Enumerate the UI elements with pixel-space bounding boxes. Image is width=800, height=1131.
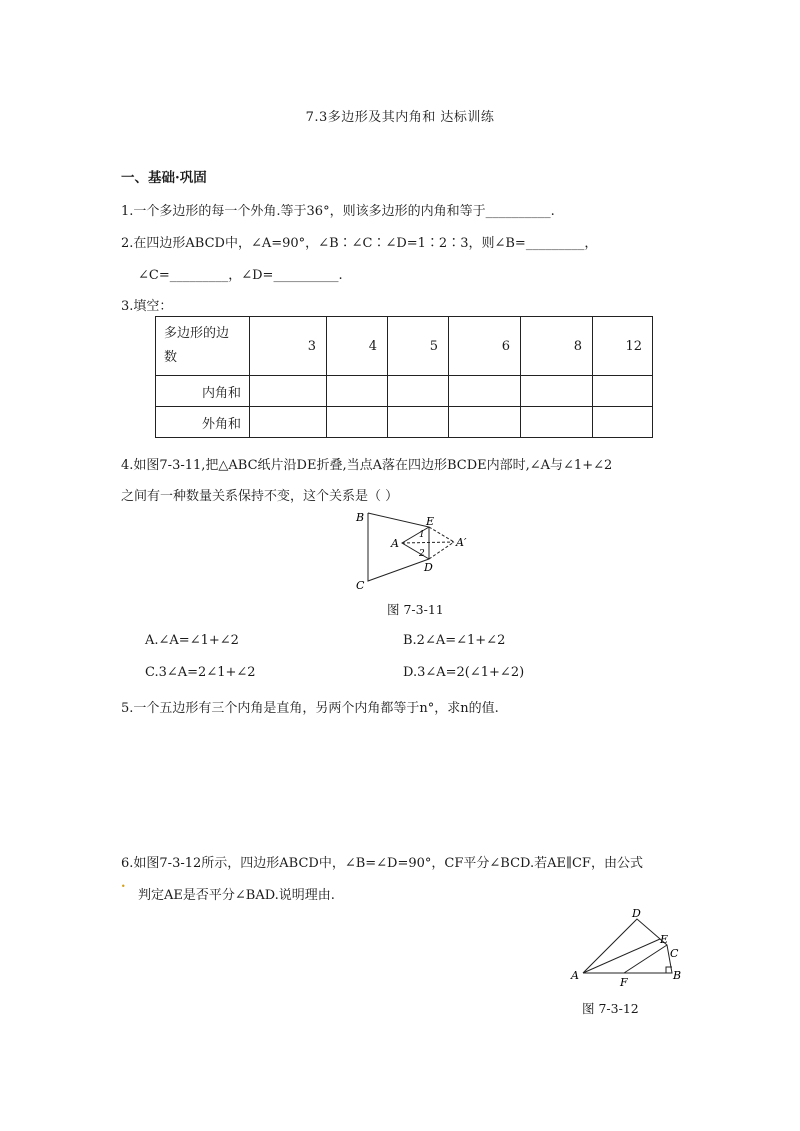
fig1-label-d: D [424, 561, 433, 574]
fig2-label-f: F [620, 976, 628, 989]
fig2-line-cf [624, 945, 667, 973]
table-cell-sides: 12 [593, 317, 653, 376]
table-cell-empty [521, 376, 593, 407]
fig1-label-b: B [356, 511, 365, 524]
section-heading: 一、基础·巩固 [121, 170, 207, 186]
table-cell-empty [388, 407, 449, 438]
header-label-line-1: 多边形的边 [164, 326, 230, 341]
fig1-label-a-prime: A′ [456, 536, 467, 549]
table-cell-sides: 6 [449, 317, 521, 376]
row-label-interior-sum: 内角和 [156, 376, 250, 407]
fig2-label-e: E [660, 933, 669, 946]
table-cell-empty [250, 376, 327, 407]
figure-7-3-12-caption: 图 7-3-12 [582, 1001, 639, 1016]
fig1-label-e: E [426, 515, 435, 528]
option-c: C.3∠A=2∠1+∠2 [145, 665, 256, 680]
fig2-line-ae [583, 939, 660, 973]
table-cell-empty [388, 376, 449, 407]
figure-7-3-11-caption: 图 7-3-11 [387, 602, 444, 617]
table-cell-empty [250, 407, 327, 438]
question-1: 1.一个多边形的每一个外角.等于36°，则该多边形的内角和等于__________. [121, 204, 555, 219]
table-row [156, 376, 653, 407]
page-title: 7.3多边形及其内角和 达标训练 [305, 110, 495, 125]
fig1-dashed-line-aa [402, 542, 454, 543]
fig1-label-angle-1: 1 [419, 530, 425, 540]
figure-7-3-12 [565, 905, 690, 990]
fig1-dashed-line-da [429, 542, 454, 559]
question-3: 3.填空： [121, 299, 173, 314]
row-label-exterior-sum: 外角和 [156, 407, 250, 438]
polygon-angle-table [155, 316, 653, 438]
fig2-quadrilateral-abcd [583, 919, 672, 973]
table-cell-empty [327, 376, 388, 407]
fig2-label-a: A [571, 969, 579, 982]
fig1-dashed-line-ea [429, 527, 454, 542]
question-4-line-2: 之间有一种数量关系保持不变，这个关系是（ ） [121, 489, 399, 504]
table-cell-empty [449, 407, 521, 438]
question-6-mark: . [121, 876, 126, 891]
fig1-label-c: C [356, 579, 365, 590]
fig1-label-angle-2: 2 [419, 549, 425, 559]
table-header-label [156, 317, 250, 376]
table-cell-sides: 4 [327, 317, 388, 376]
table-row [156, 317, 653, 376]
figure-7-3-11 [340, 505, 490, 590]
header-label-line-2: 数 [164, 350, 178, 365]
question-5: 5.一个五边形有三个内角是直角，另两个内角都等于n°，求n的值. [121, 701, 499, 716]
fig2-label-b: B [673, 969, 682, 982]
option-a: A.∠A=∠1+∠2 [145, 633, 239, 648]
table-cell-empty [327, 407, 388, 438]
table-row [156, 407, 653, 438]
question-4-line-1: 4.如图7-3-11,把△ABC纸片沿DE折叠,当点A落在四边形BCDE内部时,∠A与∠1+∠2 [121, 458, 613, 473]
table-cell-empty [593, 376, 653, 407]
option-b: B.2∠A=∠1+∠2 [403, 633, 506, 648]
fig1-label-a: A [391, 537, 399, 550]
table-cell-empty [521, 407, 593, 438]
table-cell-empty [449, 376, 521, 407]
table-cell-sides: 3 [250, 317, 327, 376]
question-2-line-2: ∠C=_________，∠D=__________. [138, 268, 343, 283]
question-2-line-1: 2.在四边形ABCD中，∠A=90°，∠B∶∠C∶∠D=1∶2∶3，则∠B=_________， [121, 236, 598, 251]
fig2-label-c: C [670, 947, 679, 960]
question-6-line-1: 6.如图7-3-12所示，四边形ABCD中，∠B=∠D=90°，CF平分∠BCD.若AE∥CF，由公式 [121, 856, 643, 871]
option-d: D.3∠A=2(∠1+∠2) [403, 665, 525, 680]
table-cell-sides: 5 [388, 317, 449, 376]
fig2-label-d: D [632, 907, 641, 920]
table-cell-empty [593, 407, 653, 438]
question-6-line-2: 判定AE是否平分∠BAD.说明理由. [138, 888, 335, 903]
table-cell-sides: 8 [521, 317, 593, 376]
